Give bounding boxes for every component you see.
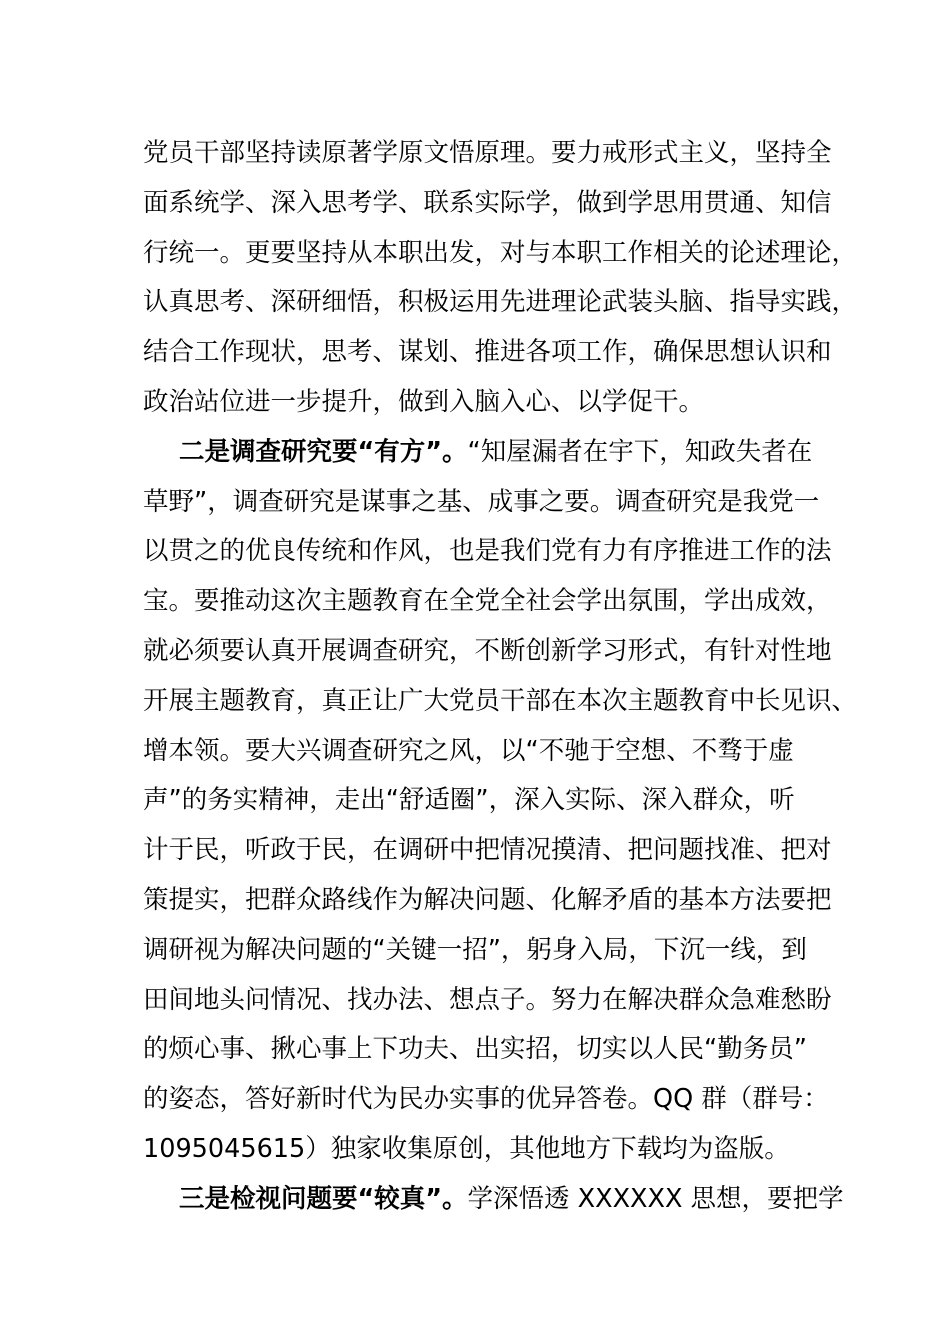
paragraph-line: 面系统学、深入思考学、联系实际学，做到学思用贯通、知信 [143,187,832,218]
section-heading-inspection: 三是检视问题要“较真”。 [179,1183,468,1214]
paragraph-line-rest: 学深悟透 XXXXXX 思想，要把学 [467,1183,844,1214]
paragraph-first-line [143,428,833,478]
paragraph-first-line [143,1175,844,1225]
paragraph-line: 宝。要推动这次主题教育在全党全社会学出氛围，学出成效， [143,586,832,617]
paragraph-inspection [143,1175,844,1225]
document-body [143,129,858,1225]
paragraph-line: 声”的务实精神，走出“舒适圈”，深入实际、深入群众，听 [143,785,795,816]
paragraph-line: 行统一。更要坚持从本职出发，对与本职工作相关的论述理论， [143,237,858,268]
paragraph-line: 以贯之的优良传统和作风，也是我们党有力有序推进工作的法 [143,536,832,567]
paragraph-line: 1095045615）独家收集原创，其他地方下载均为盗版。 [143,1133,790,1164]
paragraph-line: 结合工作现状，思考、谋划、推进各项工作，确保思想认识和 [143,337,832,368]
section-heading-research: 二是调查研究要“有方”。 [179,436,468,467]
paragraph-line: 田间地头问情况、找办法、想点子。努力在解决群众急难愁盼 [143,984,832,1015]
paragraph-line: 的姿态，答好新时代为民办实事的优异答卷。QQ 群（群号： [143,1084,829,1115]
paragraph-research [143,428,858,1175]
paragraph-line: 就必须要认真开展调查研究，不断创新学习形式，有针对性地 [143,635,832,666]
paragraph-line: 增本领。要大兴调查研究之风，以“不驰于空想、不骛于虚 [143,735,794,766]
paragraph-line: 政治站位进一步提升，做到入脑入心、以学促干。 [143,386,705,417]
paragraph-line: 党员干部坚持读原著学原文悟原理。要力戒形式主义，坚持全 [143,138,832,168]
paragraph-line: 认真思考、深研细悟，积极运用先进理论武装头脑、指导实践， [143,287,858,318]
paragraph-line: 计于民，听政于民，在调研中把情况摸清、把问题找准、把对 [143,835,832,866]
paragraph-line: 策提实，把群众路线作为解决问题、化解矛盾的基本方法要把 [143,884,832,915]
paragraph-line: 开展主题教育，真正让广大党员干部在本次主题教育中长见识、 [143,685,858,716]
paragraph-line: 的烦心事、揪心事上下功夫、出实招，切实以人民“勤务员” [143,1034,807,1065]
paragraph-line-rest: “知屋漏者在宇下，知政失者在 [467,436,813,467]
paragraph-line: 调研视为解决问题的“关键一招”，躬身入局，下沉一线，到 [143,934,807,965]
paragraph-study [143,129,858,428]
paragraph-line: 草野”，调查研究是谋事之基、成事之要。调查研究是我党一 [143,486,820,517]
